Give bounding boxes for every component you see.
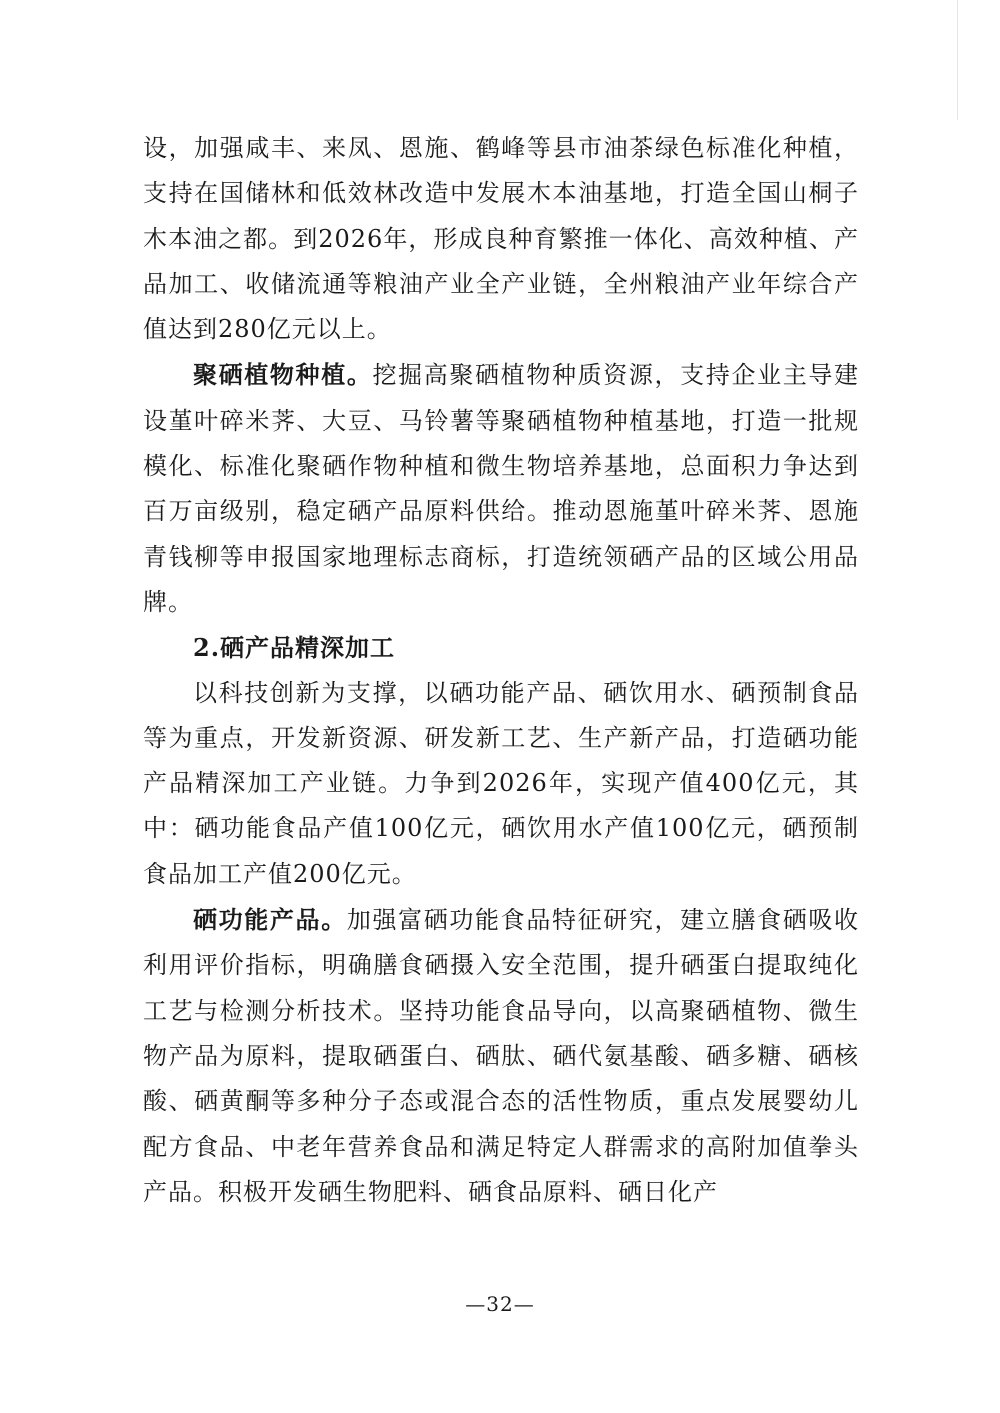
paragraph-text: 设，加强咸丰、来凤、恩施、鹤峰等县市油茶绿色标准化种植，支持在国储林和低效林改造中发展木本油基地，打造全国山桐子木本油之都。到2026年，形成良种育繁推一体化、高效种植、产品加工、收储流通等粮油产业全产业链，全州粮油产业年综合产值达到280亿元以上。	[143, 134, 859, 344]
page-number: —32—	[465, 1292, 535, 1316]
paragraph-text: 挖掘高聚硒植物种质资源，支持企业主导建设堇叶碎米荠、大豆、马铃薯等聚硒植物种植基地，打造一批规模化、标准化聚硒作物种植和微生物培养基地，总面积力争达到百万亩级别，稳定硒产品原料供给。推动恩施堇叶碎米荠、恩施青钱柳等申报国家地理标志商标，打造统领硒产品的区域公用品牌。	[143, 361, 860, 616]
paragraph-lead: 聚硒植物种植。	[193, 360, 373, 390]
paragraph-functional-products	[143, 897, 859, 1215]
page-edge	[957, 0, 1000, 120]
paragraph-processing	[143, 671, 859, 897]
paragraph-selenium-plants	[143, 352, 859, 625]
document-body	[143, 126, 859, 1215]
paragraph-continued	[143, 126, 859, 352]
paragraph-text: 以科技创新为支撑，以硒功能产品、硒饮用水、硒预制食品等为重点，开发新资源、研发新工艺、生产新产品，打造硒功能产品精深加工产业链。力争到2026年，实现产值400亿元，其中：硒功能食品产值100亿元，硒饮用水产值100亿元，硒预制食品加工产值200亿元。	[143, 678, 859, 888]
section-heading: 2.硒产品精深加工	[193, 633, 396, 663]
paragraph-text: 加强富硒功能食品特征研究，建立膳食硒吸收利用评价指标，明确膳食硒摄入安全范围，提升硒蛋白提取纯化工艺与检测分析技术。坚持功能食品导向，以高聚硒植物、微生物产品为原料，提取硒蛋白、硒肽、硒代氨基酸、硒多糖、硒核酸、硒黄酮等多种分子态或混合态的活性物质，重点发展婴幼儿配方食品、中老年营养食品和满足特定人群需求的高附加值拳头产品。积极开发硒生物肥料、硒食品原料、硒日化产	[143, 906, 860, 1206]
paragraph-lead: 硒功能产品。	[193, 905, 347, 935]
